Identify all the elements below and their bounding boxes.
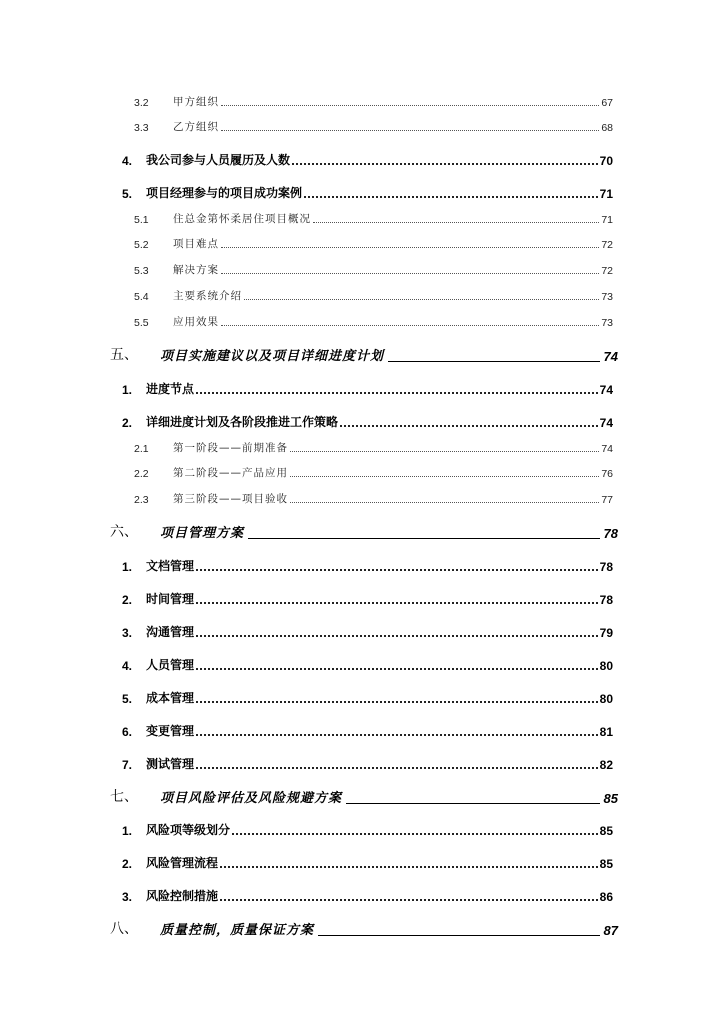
toc-title: 项目难点 xyxy=(173,238,219,250)
toc-title: 甲方组织 xyxy=(173,96,219,108)
toc-number: 2. xyxy=(122,416,133,430)
toc-entry-3-3[interactable] xyxy=(134,119,613,134)
toc-title: 我公司参与人员履历及人数 xyxy=(146,153,291,167)
toc-page-number: 85 xyxy=(603,791,618,806)
toc-entry-6[interactable] xyxy=(122,722,613,739)
toc-page-number: 78 xyxy=(599,593,613,607)
toc-number: 2. xyxy=(122,593,133,607)
toc-number: 6. xyxy=(122,725,133,739)
toc-number: 4. xyxy=(122,154,133,168)
toc-number: 3. xyxy=(122,626,133,640)
toc-entry-5[interactable] xyxy=(122,689,613,706)
toc-title: 进度节点 xyxy=(146,382,195,396)
toc-title: 详细进度计划及各阶段推进工作策略 xyxy=(146,415,339,429)
toc-title: 主要系统介绍 xyxy=(173,290,242,302)
toc-entry-2[interactable] xyxy=(122,854,613,871)
toc-page-number: 79 xyxy=(599,626,613,640)
toc-page-number: 77 xyxy=(601,494,613,506)
toc-title: 文档管理 xyxy=(146,559,195,573)
toc-title: 测试管理 xyxy=(146,757,195,771)
toc-leader xyxy=(318,934,600,936)
toc-leader xyxy=(346,802,600,804)
toc-title: 应用效果 xyxy=(173,316,219,328)
toc-entry-3[interactable] xyxy=(122,887,613,904)
toc-title: 第一阶段——前期准备 xyxy=(173,442,288,454)
toc-leader xyxy=(232,832,598,835)
toc-leader xyxy=(221,104,599,106)
toc-entry-5-4[interactable] xyxy=(134,288,613,303)
toc-leader xyxy=(221,129,599,131)
toc-entry-1[interactable] xyxy=(122,380,613,397)
toc-leader xyxy=(220,865,598,868)
toc-entry-2-3[interactable] xyxy=(134,491,613,506)
toc-number: 5.5 xyxy=(134,317,149,329)
toc-entry-2-2[interactable] xyxy=(134,465,613,480)
toc-leader xyxy=(290,450,599,452)
toc-entry-2[interactable] xyxy=(122,413,613,430)
toc-page-number: 85 xyxy=(599,857,613,871)
toc-chapter-number: 五、 xyxy=(110,347,138,363)
toc-entry-5-1[interactable] xyxy=(134,211,613,226)
toc-entry-2-1[interactable] xyxy=(134,440,613,455)
toc-page-number: 67 xyxy=(601,97,613,109)
toc-entry-5-2[interactable] xyxy=(134,236,613,251)
toc-leader xyxy=(313,221,599,223)
toc-leader xyxy=(196,700,598,703)
toc-number: 5.4 xyxy=(134,291,149,303)
toc-number: 5. xyxy=(122,692,133,706)
toc-leader xyxy=(196,733,598,736)
toc-leader xyxy=(248,537,600,539)
toc-chapter-title: 项目管理方案 xyxy=(160,526,245,541)
toc-leader xyxy=(290,475,599,477)
toc-entry-1[interactable] xyxy=(122,557,613,574)
toc-leader xyxy=(290,501,599,503)
toc-page-number: 74 xyxy=(603,349,618,364)
toc-page-number: 85 xyxy=(599,824,613,838)
toc-number: 2.3 xyxy=(134,494,149,506)
toc-title: 解决方案 xyxy=(173,264,219,276)
toc-entry-3[interactable] xyxy=(122,623,613,640)
toc-title: 人员管理 xyxy=(146,658,195,672)
toc-chapter-7[interactable] xyxy=(110,786,618,806)
toc-title: 第二阶段——产品应用 xyxy=(173,467,288,479)
toc-number: 5.1 xyxy=(134,214,149,226)
toc-chapter-8[interactable] xyxy=(110,918,618,938)
toc-entry-7[interactable] xyxy=(122,755,613,772)
toc-chapter-title: 质量控制，质量保证方案 xyxy=(160,923,315,938)
toc-entry-3-2[interactable] xyxy=(134,94,613,109)
toc-page-number: 81 xyxy=(599,725,613,739)
toc-title: 第三阶段——项目验收 xyxy=(173,493,288,505)
toc-page-number: 76 xyxy=(601,468,613,480)
toc-leader xyxy=(304,195,598,198)
toc-chapter-number: 六、 xyxy=(110,524,138,540)
toc-leader xyxy=(221,272,599,274)
toc-leader xyxy=(196,667,598,670)
toc-number: 1. xyxy=(122,824,133,838)
toc-title: 风险控制措施 xyxy=(146,889,219,903)
toc-entry-1[interactable] xyxy=(122,821,613,838)
toc-chapter-5[interactable] xyxy=(110,344,618,364)
toc-leader xyxy=(220,898,598,901)
toc-number: 3.2 xyxy=(134,97,149,109)
toc-title: 风险管理流程 xyxy=(146,856,219,870)
toc-leader xyxy=(196,601,598,604)
toc-page-number: 70 xyxy=(599,154,613,168)
toc-leader xyxy=(340,424,598,427)
toc-chapter-number: 八、 xyxy=(110,921,138,937)
toc-page-number: 72 xyxy=(601,239,613,251)
toc-leader xyxy=(221,246,599,248)
toc-title: 风险项等级划分 xyxy=(146,823,231,837)
toc-entry-2[interactable] xyxy=(122,590,613,607)
toc-number: 5. xyxy=(122,187,133,201)
toc-page-number: 78 xyxy=(603,526,618,541)
toc-title: 项目经理参与的项目成功案例 xyxy=(146,186,303,200)
toc-number: 2. xyxy=(122,857,133,871)
toc-leader xyxy=(196,568,598,571)
toc-page-number: 71 xyxy=(601,214,613,226)
toc-page-number: 73 xyxy=(601,291,613,303)
toc-title: 住总金第怀柔居住项目概况 xyxy=(173,213,311,225)
toc-leader xyxy=(388,360,600,362)
toc-page-number: 87 xyxy=(603,923,618,938)
toc-title: 时间管理 xyxy=(146,592,195,606)
toc-title: 乙方组织 xyxy=(173,121,219,133)
toc-title: 沟通管理 xyxy=(146,625,195,639)
toc-chapter-number: 七、 xyxy=(110,789,138,805)
toc-number: 2.2 xyxy=(134,468,149,480)
toc-title: 成本管理 xyxy=(146,691,195,705)
toc-page-number: 72 xyxy=(601,265,613,277)
toc-entry-5-3[interactable] xyxy=(134,262,613,277)
toc-number: 4. xyxy=(122,659,133,673)
toc-page-number: 78 xyxy=(599,560,613,574)
toc-entry-4[interactable] xyxy=(122,151,613,168)
toc-leader xyxy=(292,162,598,165)
toc-title: 变更管理 xyxy=(146,724,195,738)
toc-entry-5[interactable] xyxy=(122,184,613,201)
toc-leader xyxy=(196,634,598,637)
toc-chapter-title: 项目风险评估及风险规避方案 xyxy=(160,791,343,806)
toc-page-number: 82 xyxy=(599,758,613,772)
toc-page-number: 80 xyxy=(599,659,613,673)
toc-number: 5.3 xyxy=(134,265,149,277)
toc-leader xyxy=(196,766,598,769)
toc-leader xyxy=(244,298,599,300)
toc-entry-4[interactable] xyxy=(122,656,613,673)
toc-page-number: 68 xyxy=(601,122,613,134)
toc-number: 7. xyxy=(122,758,133,772)
toc-number: 1. xyxy=(122,383,133,397)
toc-page-number: 73 xyxy=(601,317,613,329)
toc-number: 3. xyxy=(122,890,133,904)
toc-page-number: 74 xyxy=(601,443,613,455)
toc-number: 3.3 xyxy=(134,122,149,134)
toc-leader xyxy=(196,391,598,394)
toc-leader xyxy=(221,324,599,326)
toc-page-number: 74 xyxy=(599,383,613,397)
toc-page-number: 80 xyxy=(599,692,613,706)
toc-number: 1. xyxy=(122,560,133,574)
toc-chapter-title: 项目实施建议以及项目详细进度计划 xyxy=(160,349,385,364)
toc-number: 2.1 xyxy=(134,443,149,455)
toc-number: 5.2 xyxy=(134,239,149,251)
toc-page-number: 71 xyxy=(599,187,613,201)
toc-page-number: 86 xyxy=(599,890,613,904)
toc-chapter-6[interactable] xyxy=(110,521,618,541)
toc-page-number: 74 xyxy=(599,416,613,430)
toc-entry-5-5[interactable] xyxy=(134,314,613,329)
